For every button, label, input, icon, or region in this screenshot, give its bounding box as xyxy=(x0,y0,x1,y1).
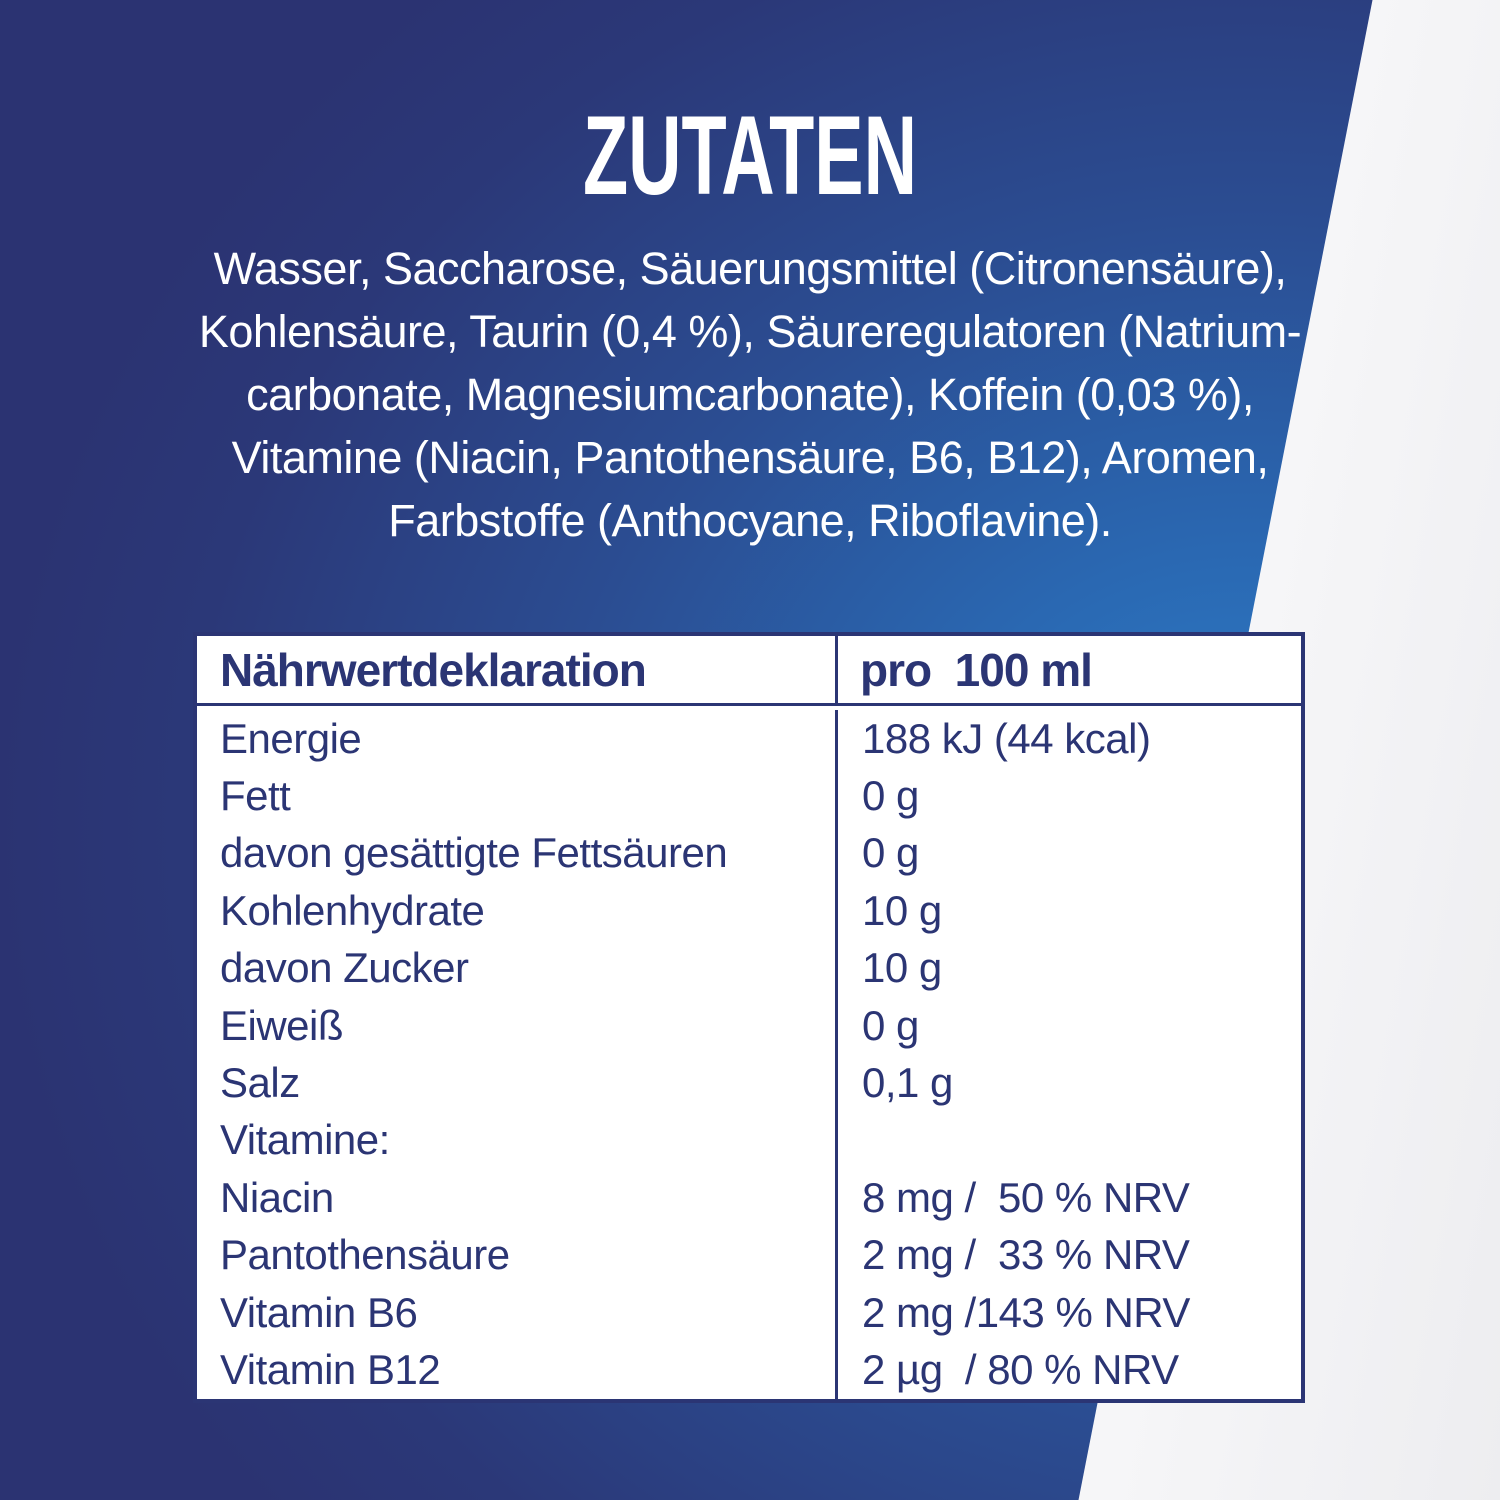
nutrient-value: 188 kJ (44 kcal) xyxy=(835,710,1301,767)
nutrient-value: 8 mg / 50 % NRV xyxy=(835,1169,1301,1226)
nutrient-value: 0 g xyxy=(835,825,1301,882)
nutrient-label: Eiweiß xyxy=(220,1001,344,1049)
table-row xyxy=(197,1227,1301,1284)
table-row xyxy=(197,882,1301,939)
table-row xyxy=(197,767,1301,824)
nutrient-value: 10 g xyxy=(835,940,1301,997)
nutrient-value: 10 g xyxy=(835,882,1301,939)
ingredients-line: carbonate, Magnesiumcarbonate), Koffein (0,03 %), xyxy=(246,369,1254,420)
nutrient-label: Vitamin B6 xyxy=(220,1288,418,1336)
nutrient-value: 2 mg /143 % NRV xyxy=(835,1284,1301,1341)
nutrient-value xyxy=(835,1112,1301,1169)
nutrient-label: Vitamin B12 xyxy=(220,1345,441,1393)
ingredients-paragraph xyxy=(0,237,1500,552)
nutrient-value: 2 mg / 33 % NRV xyxy=(835,1227,1301,1284)
table-row xyxy=(197,710,1301,767)
nutrient-label: Salz xyxy=(220,1059,300,1107)
table-row xyxy=(197,1169,1301,1226)
table-row xyxy=(197,997,1301,1054)
table-row xyxy=(197,1112,1301,1169)
table-row xyxy=(197,825,1301,882)
nutrition-table-header xyxy=(197,636,1301,706)
nutrient-label: Energie xyxy=(220,714,362,762)
nutrient-value: 0,1 g xyxy=(835,1054,1301,1111)
nutrient-label: Niacin xyxy=(220,1173,334,1221)
nutrition-table xyxy=(193,632,1305,1403)
nutrient-label: Vitamine: xyxy=(220,1116,390,1164)
table-row xyxy=(197,1284,1301,1341)
table-header-per-100ml: pro 100 ml xyxy=(835,636,1301,703)
table-row xyxy=(197,940,1301,997)
nutrient-value: 0 g xyxy=(835,767,1301,824)
nutrient-label: Kohlenhydrate xyxy=(220,886,485,934)
ingredients-line: Kohlensäure, Taurin (0,4 %), Säureregulatoren (Natrium- xyxy=(198,306,1302,357)
page-title-text: ZUTATEN xyxy=(583,93,917,218)
table-row xyxy=(197,1054,1301,1111)
ingredients-line: Farbstoffe (Anthocyane, Riboflavine). xyxy=(388,495,1112,546)
table-row xyxy=(197,1341,1301,1398)
nutrition-table-body xyxy=(197,710,1301,1399)
nutrient-value: 0 g xyxy=(835,997,1301,1054)
table-header-nutrient: Nährwertdeklaration xyxy=(220,643,646,696)
nutrient-label: davon gesättigte Fettsäuren xyxy=(220,829,728,877)
nutrient-value: 2 µg / 80 % NRV xyxy=(835,1341,1301,1398)
nutrient-label: Fett xyxy=(220,772,291,820)
ingredients-line: Vitamine (Niacin, Pantothensäure, B6, B12), Aromen, xyxy=(231,432,1269,483)
ingredients-line: Wasser, Saccharose, Säuerungsmittel (Citronensäure), xyxy=(213,243,1287,294)
nutrient-label: Pantothensäure xyxy=(220,1231,510,1279)
page-title xyxy=(0,93,1500,218)
nutrient-label: davon Zucker xyxy=(220,944,469,992)
